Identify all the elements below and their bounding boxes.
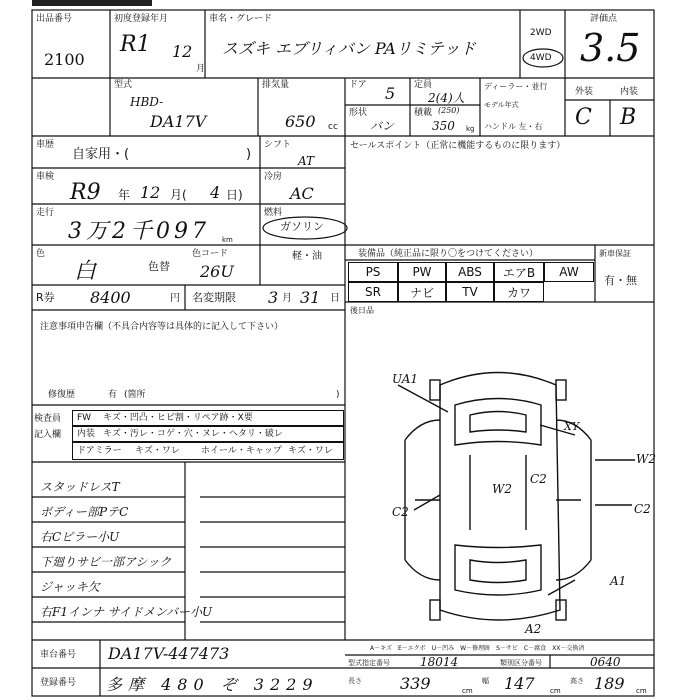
mark-a1: A1 xyxy=(610,574,627,588)
recycle-label: R券 xyxy=(36,291,55,304)
name-change-day-unit: 日 xyxy=(330,293,340,304)
approval-label: 型式指定番号 xyxy=(348,659,390,667)
damage-legend: A－キズ E－エクボ U－凹み W－修理跡 S－サビ C－腐食 XX－交換済 xyxy=(370,645,585,652)
mark-xy: XY xyxy=(564,420,580,433)
dealer-label: ディーラー・並行 xyxy=(484,82,548,91)
load-label: 積載 xyxy=(414,108,433,118)
inspection-year-unit: 年 xyxy=(118,188,131,202)
equip-sr: SR xyxy=(348,282,398,302)
score-label: 評価点 xyxy=(590,14,618,24)
model-value-1: HBD- xyxy=(130,95,164,109)
exterior-label: 外装 xyxy=(575,87,594,97)
name-grade-label: 車名・グレード xyxy=(209,14,273,24)
height-label: 高さ xyxy=(570,677,584,685)
lot-number: 2100 xyxy=(44,50,85,69)
usage-close: ) xyxy=(246,147,252,162)
repair-history-label: 修復歴 xyxy=(48,390,76,400)
inspector-row-2-text: キズ・汚レ・コゲ・穴・ヌレ・ヘタリ・破レ xyxy=(103,429,283,439)
usage-label: 車歴 xyxy=(36,140,55,150)
inspector-note-label: 後日品 xyxy=(350,306,374,315)
lot-label: 出品番号 xyxy=(36,14,73,24)
remark-3: 右Cピラー小U xyxy=(40,530,120,544)
name-change-month: 3 xyxy=(268,288,279,307)
color-change-label: 色替 xyxy=(148,260,170,273)
equip-tv: TV xyxy=(446,282,494,302)
inspection-year: R9 xyxy=(70,180,101,205)
remark-1: スタッドレスT xyxy=(40,480,120,494)
name-grade-value: スズキ エブリィバン PAリミテッド xyxy=(222,39,476,58)
first-reg-month: 12 xyxy=(172,42,193,61)
displacement-label: 排気量 xyxy=(262,80,290,90)
model-value-2: DA17V xyxy=(150,112,207,131)
wheel-cap-label: ホイール・キャップ xyxy=(201,446,282,456)
remark-5: ジャッキ欠 xyxy=(40,580,100,594)
fuel-sub-label: 軽・油 xyxy=(292,251,322,262)
name-change-day: 31 xyxy=(300,288,321,307)
new-warranty-value: 有・無 xyxy=(604,274,637,287)
capacity-value: 2(4)人 xyxy=(428,91,465,105)
shift-label: シフト xyxy=(264,140,292,150)
car-damage-diagram xyxy=(398,373,635,621)
mark-c2-center: C2 xyxy=(530,472,547,486)
inspector-row-3 xyxy=(72,442,344,460)
mark-ua1: UA1 xyxy=(392,372,419,386)
length-value: 339 xyxy=(400,674,431,693)
equip-leather: カワ xyxy=(494,282,544,302)
equip-airbag: エアB xyxy=(494,262,544,282)
remark-4: 下廻りサビ一部アシック xyxy=(40,555,172,569)
inspection-month: 12 xyxy=(140,183,161,202)
length-label: 長さ xyxy=(348,677,362,685)
recycle-value: 8400 xyxy=(90,288,131,307)
capacity-label: 定員 xyxy=(414,80,433,90)
chassis-label: 車台番号 xyxy=(40,650,77,660)
class-label: 類別区分番号 xyxy=(500,659,542,667)
inspector-row-1-label: FW xyxy=(77,413,92,423)
inspector-title-2: 記入欄 xyxy=(34,430,62,440)
inspector-row-1 xyxy=(72,410,344,426)
shift-value: AT xyxy=(298,154,315,168)
inspector-row-2 xyxy=(72,426,344,442)
door-value: 5 xyxy=(385,84,396,103)
chassis-value: DA17V-447473 xyxy=(108,644,230,663)
displacement-value: 650 xyxy=(285,112,316,131)
remark-6: 右F1インナ サイドメンバー小U xyxy=(40,605,213,619)
color-value: 白 xyxy=(74,259,97,284)
equip-aw: AW xyxy=(544,262,594,282)
exterior-grade: C xyxy=(575,105,592,130)
mark-c2-right: C2 xyxy=(634,502,651,516)
ac-label: 冷房 xyxy=(264,172,283,182)
mark-w2-center: W2 xyxy=(492,482,512,496)
interior-grade: B xyxy=(620,105,637,130)
recycle-unit: 円 xyxy=(170,293,180,304)
load-value: 350 xyxy=(432,119,455,133)
repair-close: ) xyxy=(336,390,340,400)
load-unit: kg xyxy=(466,125,475,133)
equipment-title: 装備品（純正品に限り〇をつけてください） xyxy=(358,249,539,259)
remark-2: ボディー部PテC xyxy=(40,505,129,519)
name-change-label: 名変期限 xyxy=(192,291,236,304)
interior-label: 内装 xyxy=(620,87,639,97)
displacement-unit: cc xyxy=(328,122,338,132)
inspector-title-1: 検査員 xyxy=(34,414,62,424)
notes-label: 注意事項申告欄（不具合内容等は具体的に記入して下さい） xyxy=(40,322,284,332)
name-change-month-unit: 月 xyxy=(282,293,292,304)
width-label: 幅 xyxy=(482,677,489,685)
drive-2wd: 2WD xyxy=(530,28,552,38)
mark-w2-right: W2 xyxy=(636,452,656,466)
mileage-value: 3万2千097 xyxy=(68,219,210,244)
mark-a2: A2 xyxy=(525,622,542,636)
load-paren: (250) xyxy=(438,106,460,115)
width-unit: cm xyxy=(550,687,561,695)
wheel-cap-text: キズ・ワレ xyxy=(288,446,333,456)
color-code-value: 26U xyxy=(200,262,234,281)
plate-label: 登録番号 xyxy=(40,678,77,688)
inspection-month-unit: 月( xyxy=(170,188,187,202)
mileage-unit: km xyxy=(222,236,233,244)
inspector-row-2-label: 内装 xyxy=(77,429,96,439)
handle-label: ハンドル 左・右 xyxy=(484,122,543,131)
first-reg-label: 初度登録年月 xyxy=(114,14,169,24)
equip-navi: ナビ xyxy=(398,282,446,302)
plate-value: 多摩 480 ぞ 3229 xyxy=(106,675,319,694)
approval-value: 18014 xyxy=(420,655,459,669)
new-warranty-label: 新車保証 xyxy=(599,249,631,258)
mark-c2-left: C2 xyxy=(392,505,409,519)
shape-label: 形状 xyxy=(349,108,368,118)
first-reg-year: R1 xyxy=(120,32,151,57)
equip-ps: PS xyxy=(348,262,398,282)
equip-pw: PW xyxy=(398,262,446,282)
inspector-row-1-text: キズ・凹凸・ヒビ割・リペア跡・X要 xyxy=(103,413,253,423)
ac-value: AC xyxy=(290,184,314,203)
height-unit: cm xyxy=(636,687,647,695)
model-label: 型式 xyxy=(114,80,133,90)
inspection-day: 4 xyxy=(210,183,221,202)
fuel-value: ガソリン xyxy=(280,220,324,233)
model-year-label: モデル年式 xyxy=(484,101,519,109)
usage-value: 自家用・( xyxy=(72,147,130,162)
door-mirror-label: ドアミラー xyxy=(77,446,122,456)
mileage-label: 走行 xyxy=(36,208,55,218)
drive-4wd: 4WD xyxy=(530,53,552,63)
width-value: 147 xyxy=(504,674,535,693)
shape-value: バン xyxy=(370,119,395,133)
color-label: 色 xyxy=(36,249,46,259)
sales-points-label: セールスポイント（正常に機能するものに限ります） xyxy=(350,141,566,151)
door-mirror-text: キズ・ワレ xyxy=(135,446,180,456)
length-unit: cm xyxy=(462,687,473,695)
first-reg-month-unit: 月 xyxy=(196,64,206,74)
height-value: 189 xyxy=(594,674,625,693)
class-value: 0640 xyxy=(590,655,621,669)
equip-abs: ABS xyxy=(446,262,494,282)
score-value: 3.5 xyxy=(580,26,641,70)
inspection-label: 車検 xyxy=(36,172,55,182)
repair-history-value: 有 xyxy=(108,390,118,400)
inspection-day-unit: 日) xyxy=(226,188,243,202)
color-code-label: 色コード xyxy=(192,249,229,259)
repair-part-label: (箇所 xyxy=(124,390,146,400)
fuel-label: 燃料 xyxy=(264,208,283,218)
door-label: ドア xyxy=(349,80,367,90)
